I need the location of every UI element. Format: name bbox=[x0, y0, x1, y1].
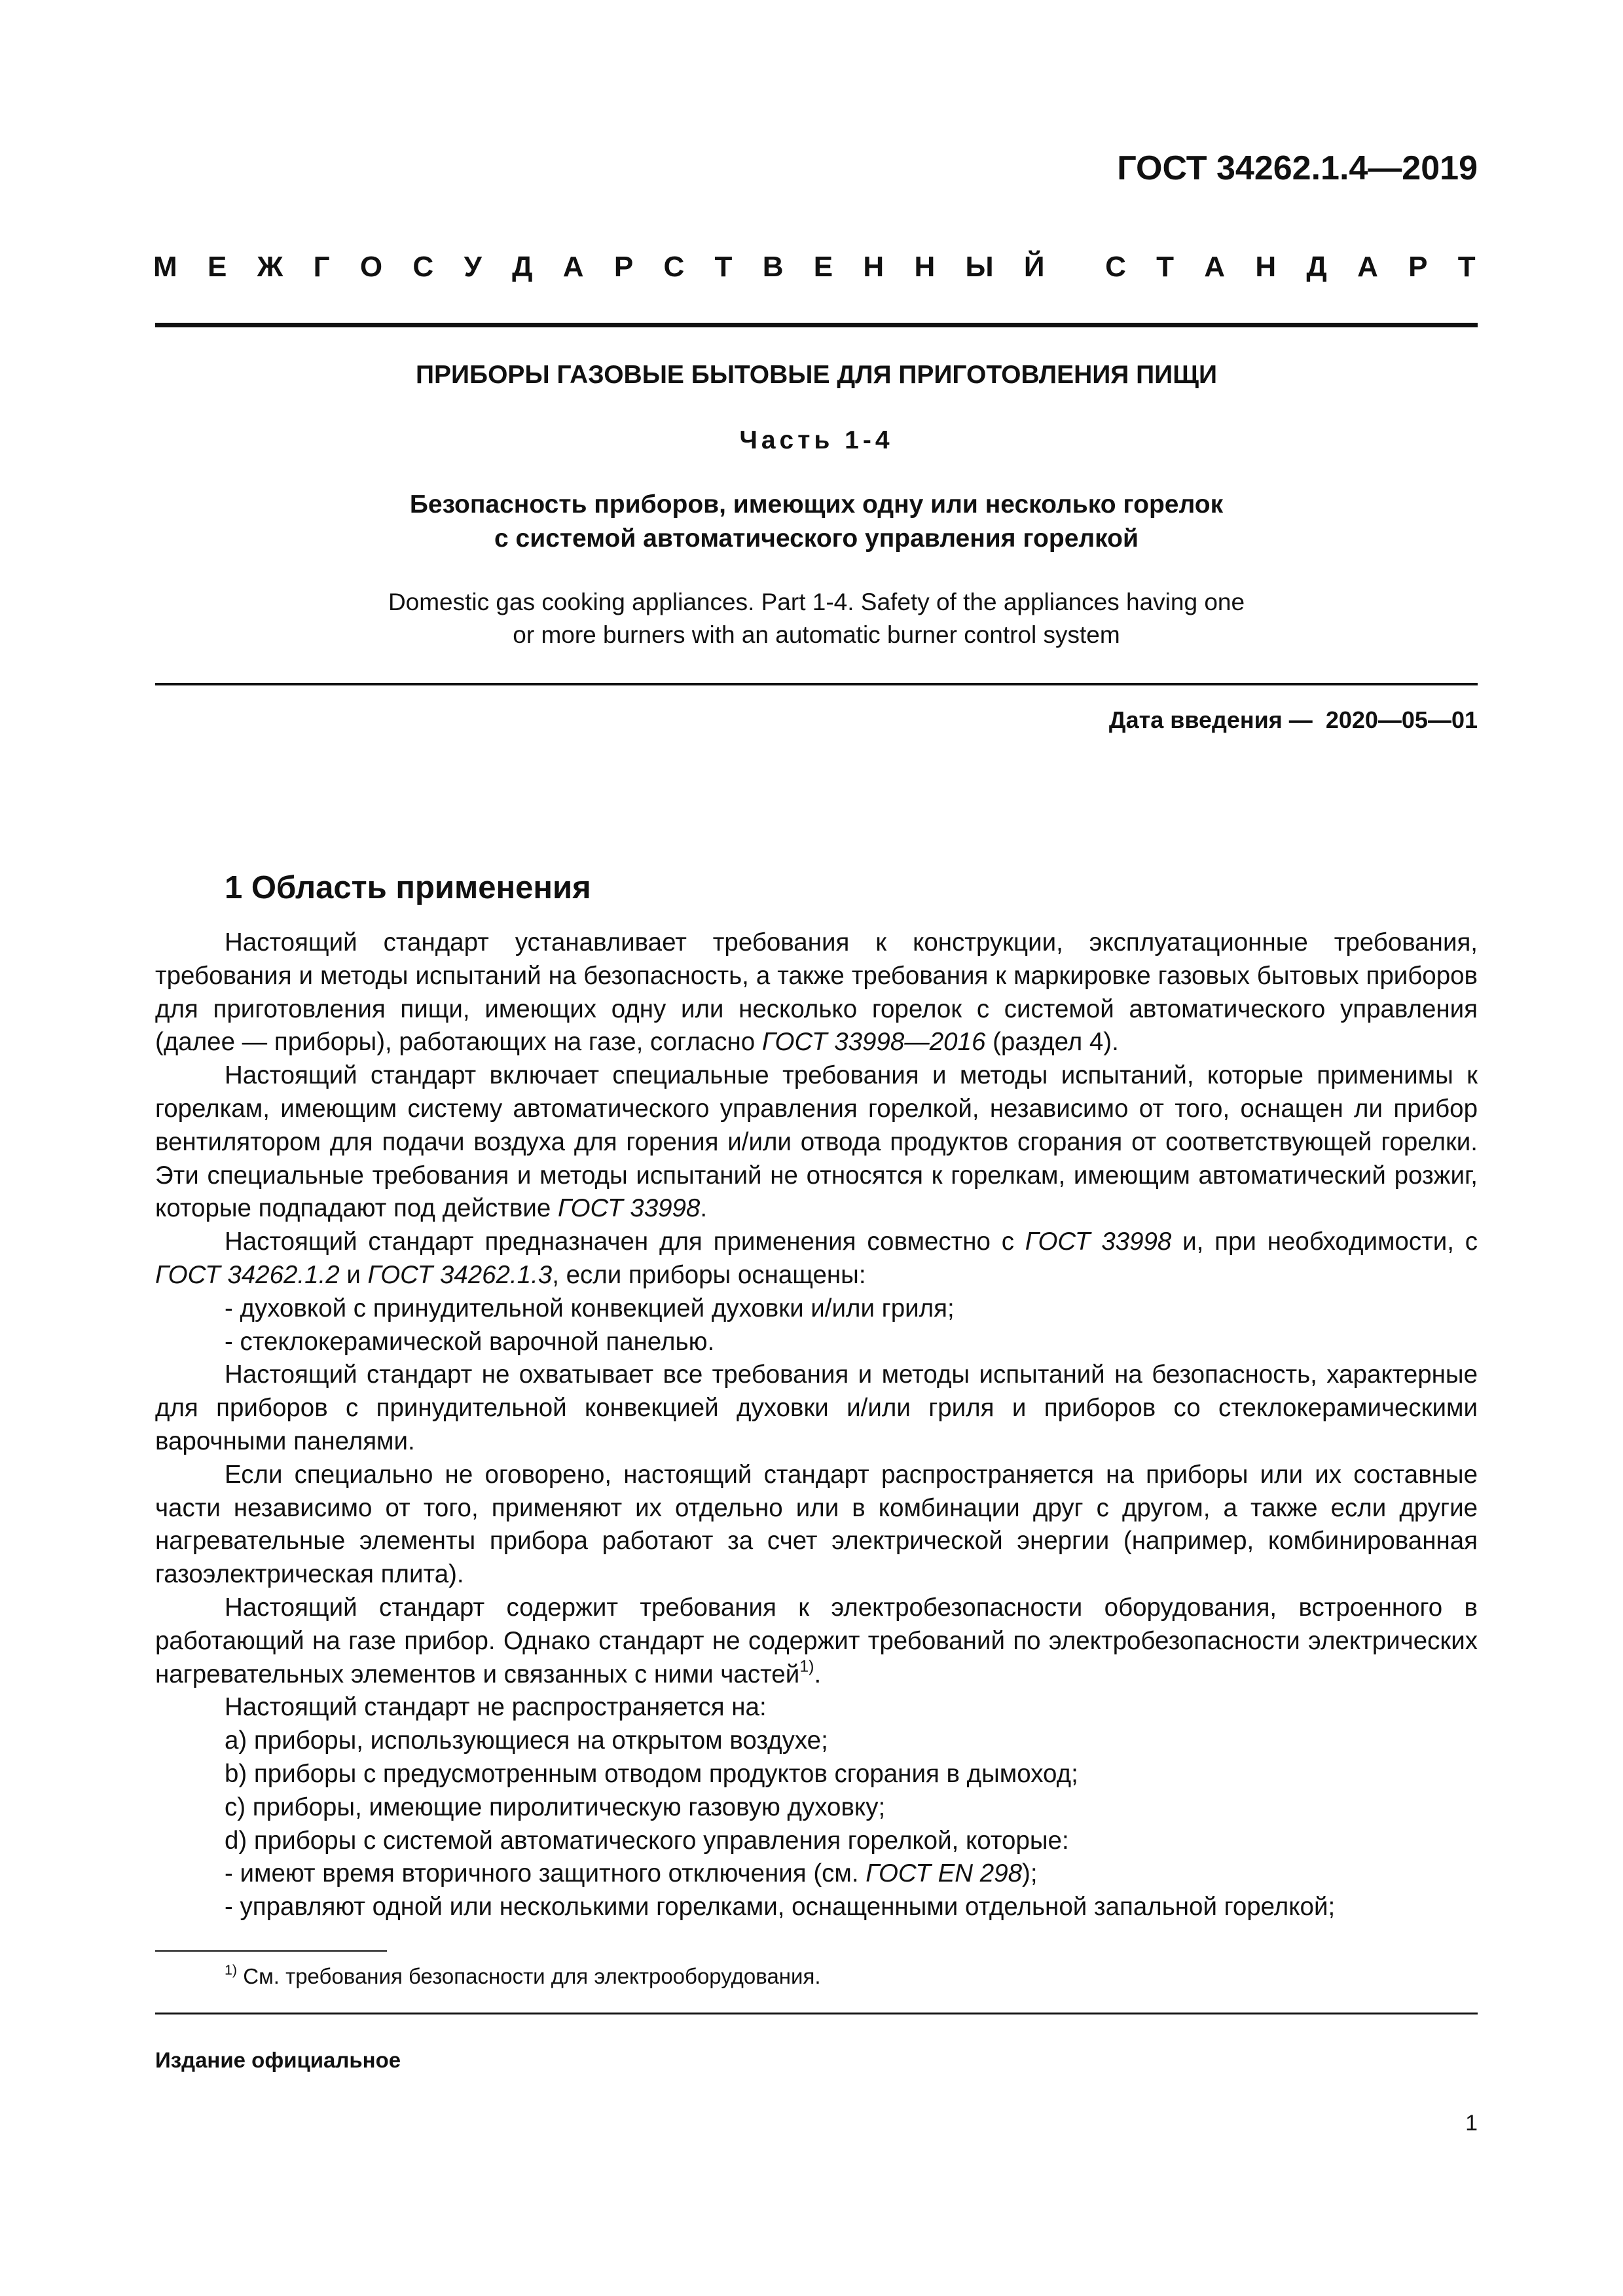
dash-item: - имеют время вторичного защитного отключения (см. ГОСТ EN 298); bbox=[225, 1859, 1038, 1888]
heading-letter: Т bbox=[714, 251, 733, 283]
footnote-rule bbox=[155, 1950, 387, 1952]
dash-item: - духовкой с принудительной конвекцией духовки и/или гриля; bbox=[225, 1294, 955, 1322]
section-body bbox=[155, 926, 1478, 1924]
english-title-line: or more burners with an automatic burner control system bbox=[513, 621, 1120, 648]
standard-reference: ГОСТ 34262.1.3 bbox=[367, 1260, 553, 1289]
heading-letter: А bbox=[1357, 251, 1378, 283]
heading-letter: С bbox=[1105, 251, 1126, 283]
paragraph: Если специально не оговорено, настоящий стандарт распространяется на приборы или их составные части независимо от того, применяют их отдельно или в комбинации друг с другом, а также если другие нагревательные элементы прибора работают за счет электрической энергии (например, комбинированная газоэлектрическая плита). bbox=[155, 1460, 1478, 1589]
list-item: d) приборы с системой автоматического управления горелкой, которые: bbox=[225, 1826, 1069, 1855]
heading-letter: Р bbox=[613, 251, 634, 283]
part-number: Часть 1-4 bbox=[739, 426, 894, 454]
subtitle-line: Безопасность приборов, имеющих одну или несколько горелок bbox=[409, 490, 1224, 519]
list-item: b) приборы с предусмотренным отводом продуктов сгорания в дымоход; bbox=[225, 1759, 1078, 1788]
heading-letter: Н bbox=[914, 251, 936, 283]
footnote-text: См. требования безопасности для электрооборудования. bbox=[237, 1964, 821, 1988]
standard-subtitle bbox=[155, 488, 1478, 556]
footer-rule bbox=[155, 2013, 1478, 2014]
edition-label: Издание официальное bbox=[155, 2048, 401, 2072]
section-heading: 1 Область применения bbox=[225, 870, 591, 905]
introduction-date bbox=[1109, 701, 1478, 740]
heading-letter: А bbox=[1204, 251, 1226, 283]
heading-letter: Г bbox=[313, 251, 330, 283]
document-code: ГОСТ 34262.1.4—2019 bbox=[1117, 149, 1478, 187]
heading-letter: Т bbox=[1156, 251, 1175, 283]
paragraph: Настоящий стандарт устанавливает требования к конструкции, эксплуатационные требования, требования и методы испытаний на безопасность, а также требования к маркировке газовых бытовых приборов для приготовления пищи, имеющих одну или несколько горелок с системой автоматического управления (далее — приборы), работающих на газе, согласно ГОСТ 33998—2016 (раздел 4). bbox=[155, 928, 1478, 1057]
heading-letter: Н bbox=[863, 251, 884, 283]
subtitle-line: с системой автоматического управления горелкой bbox=[494, 524, 1139, 553]
heading-letter: Т bbox=[1457, 251, 1476, 283]
interstate-standard-heading bbox=[153, 247, 1476, 287]
heading-letter: Д bbox=[512, 251, 533, 283]
standard-reference: ГОСТ 34262.1.2 bbox=[155, 1260, 340, 1289]
heading-letter: Ы bbox=[965, 251, 994, 283]
list-item: c) приборы, имеющие пиролитическую газовую духовку; bbox=[225, 1793, 886, 1821]
heading-letter: Е bbox=[813, 251, 833, 283]
english-title-line: Domestic gas cooking appliances. Part 1-4. Safety of the appliances having one bbox=[388, 589, 1245, 615]
heading-letter: М bbox=[153, 251, 177, 283]
heading-letter: В bbox=[762, 251, 784, 283]
list-item: a) приборы, использующиеся на открытом воздухе; bbox=[225, 1726, 828, 1755]
english-title bbox=[155, 586, 1478, 651]
heading-letter: Ж bbox=[257, 251, 283, 283]
standard-reference: ГОСТ 33998—2016 bbox=[761, 1028, 986, 1057]
paragraph: Настоящий стандарт предназначен для применения совместно с ГОСТ 33998 и, при необходимости, с ГОСТ 34262.1.2 и ГОСТ 34262.1.3, если приборы оснащены: bbox=[155, 1228, 1478, 1289]
page-number: 1 bbox=[1465, 2111, 1478, 2136]
footnote-marker: 1) bbox=[799, 1657, 814, 1676]
heading-letter: Е bbox=[207, 251, 227, 283]
heading-letter: Н bbox=[1255, 251, 1277, 283]
paragraph: Настоящий стандарт содержит требования к электробезопасности оборудования, встроенного в работающий на газе прибор. Однако стандарт не содержит требований по электробезопасности электрических нагревательных элементов и связанных с ними частей$^{1)}$. bbox=[155, 1593, 1478, 1688]
heading-letter: Д bbox=[1306, 251, 1327, 283]
dash-item: - управляют одной или несколькими горелками, оснащенными отдельной запальной горелкой; bbox=[225, 1893, 1336, 1922]
intro-date-label: Дата введения — bbox=[1108, 706, 1313, 733]
heading-letter: О bbox=[359, 251, 383, 283]
dash-item: - стеклокерамической варочной панелью. bbox=[225, 1327, 715, 1356]
paragraph: Настоящий стандарт не охватывает все требования и методы испытаний на безопасность, характерные для приборов с принудительной конвекцией духовки и/или гриля и приборов со стеклокерамическими варочными панелями. bbox=[155, 1360, 1478, 1455]
heading-letter: Р bbox=[1408, 251, 1428, 283]
heading-letter: С bbox=[663, 251, 685, 283]
standard-reference: ГОСТ 33998 bbox=[557, 1194, 701, 1223]
title-rule bbox=[155, 683, 1478, 685]
heading-letter: А bbox=[562, 251, 584, 283]
footnote-number: 1) bbox=[225, 1962, 238, 1978]
standard-reference: ГОСТ 33998 bbox=[1025, 1228, 1172, 1256]
standard-title: ПРИБОРЫ ГАЗОВЫЕ БЫТОВЫЕ ДЛЯ ПРИГОТОВЛЕНИЯ ПИЩИ bbox=[415, 361, 1217, 389]
paragraph: Настоящий стандарт включает специальные требования и методы испытаний, которые применимы к горелкам, имеющим систему автоматического управления горелкой, независимо от того, оснащен ли прибор вентилятором для подачи воздуха для горения и/или отвода продуктов сгорания от соответствующей горелки. Эти специальные требования и методы испытаний не относятся к горелкам, имеющим автоматический розжиг, которые подпадают под действие ГОСТ 33998. bbox=[155, 1061, 1478, 1223]
top-rule bbox=[155, 323, 1478, 327]
heading-letter: С bbox=[412, 251, 434, 283]
intro-date-value: 2020—05—01 bbox=[1325, 706, 1478, 733]
heading-letter: У bbox=[464, 251, 482, 283]
paragraph: Настоящий стандарт не распространяется на: bbox=[225, 1693, 767, 1722]
footnote bbox=[225, 1961, 821, 1992]
standard-reference: ГОСТ EN 298 bbox=[866, 1859, 1023, 1888]
heading-letter: Й bbox=[1023, 251, 1045, 283]
